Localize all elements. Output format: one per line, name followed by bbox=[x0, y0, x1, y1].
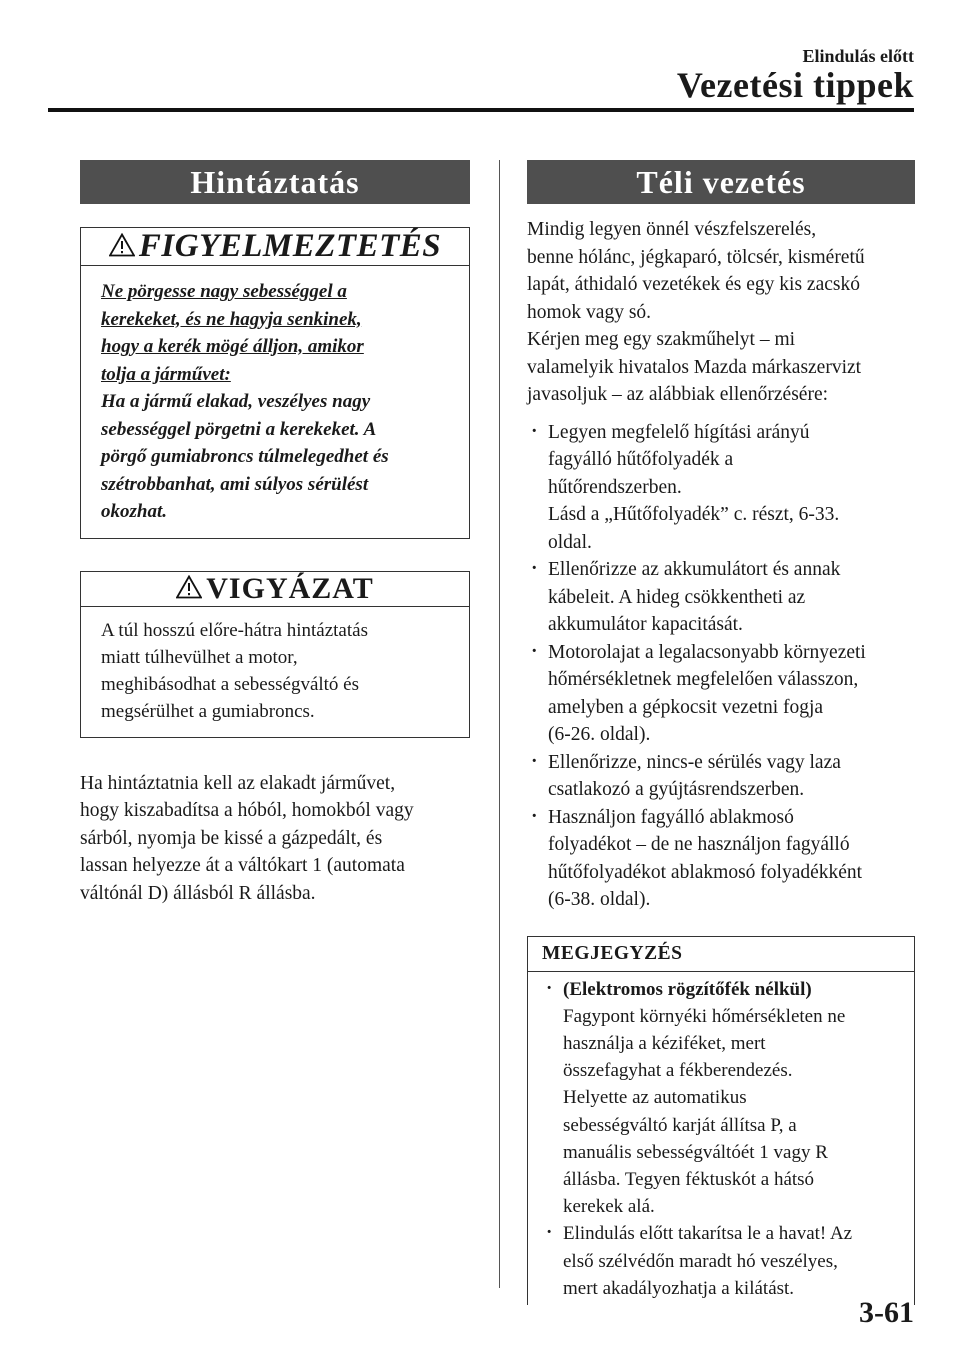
rocking-paragraph bbox=[80, 770, 470, 908]
text-line: hogy kiszabadítsa a hóból, homokból vagy bbox=[80, 800, 414, 821]
text-line: · Ellenőrizze, nincs-e sérülés vagy laza bbox=[548, 751, 841, 773]
warning-line: pörgő gumiabroncs túlmelegedhet és bbox=[101, 446, 389, 467]
section-banner-winter: Téli vezetés bbox=[527, 160, 915, 204]
caution-line: megsérülhet a gumiabroncs. bbox=[101, 700, 315, 722]
caution-title: VIGYÁZAT bbox=[206, 571, 374, 605]
text-line: folyadékot – de ne használjon fagyálló bbox=[548, 834, 850, 855]
text-line: kábeleit. A hideg csökkentheti az bbox=[548, 586, 806, 608]
warning-line: hogy a kerék mögé álljon, amikor bbox=[101, 336, 364, 357]
warning-line: kerekeket, és ne hagyja senkinek, bbox=[101, 308, 362, 330]
list-item bbox=[527, 804, 915, 914]
caution-triangle-icon bbox=[176, 575, 202, 599]
text-line: Mindig legyen önnél vészfelszerelés, bbox=[527, 219, 817, 240]
list-item bbox=[527, 639, 915, 749]
warning-triangle-icon bbox=[109, 233, 135, 257]
text-line: manuális sebességváltóét 1 vagy R bbox=[563, 1141, 828, 1163]
warning-line: szétrobbanhat, ami súlyos sérülést bbox=[101, 473, 369, 495]
section-name: Elindulás előtt bbox=[802, 46, 914, 66]
text-line: csatlakozó a gyújtásrendszerben. bbox=[548, 779, 805, 800]
winter-intro bbox=[527, 216, 915, 409]
caution-line: A túl hosszú előre-hátra hintáztatás bbox=[101, 619, 368, 641]
text-line: összefagyhat a fékberendezés. bbox=[563, 1060, 793, 1082]
text-line: · Elindulás előtt takarítsa le a havat! Az bbox=[563, 1223, 853, 1245]
column-divider bbox=[499, 160, 500, 1288]
warning-line: Ha a jármű elakad, veszélyes nagy bbox=[101, 391, 371, 412]
text-line: állásba. Tegyen féktuskót a hátsó bbox=[563, 1168, 815, 1190]
warning-line: okozhat. bbox=[101, 501, 167, 522]
text-line: hőmérsékletnek megfelelően válasszon, bbox=[548, 669, 859, 690]
note-box bbox=[527, 936, 915, 1305]
note-item-heading: · (Elektromos rögzítőfék nélkül) bbox=[563, 978, 812, 1000]
warning-line: sebességgel pörgetni a kerekeket. A bbox=[101, 418, 377, 440]
text-line: Helyette az automatikus bbox=[563, 1087, 747, 1109]
text-line: lassan helyezze át a váltókart 1 (automata bbox=[80, 855, 405, 876]
text-line: kerekek alá. bbox=[563, 1196, 655, 1218]
text-line: · Legyen megfelelő hígítási arányú bbox=[548, 421, 810, 443]
checklist bbox=[527, 419, 915, 914]
note-item bbox=[542, 976, 902, 1221]
text-line: benne hólánc, jégkaparó, tölcsér, kisméretű bbox=[527, 246, 865, 268]
section-banner-rocking: Hintáztatás bbox=[80, 160, 470, 204]
list-item bbox=[527, 556, 915, 639]
text-line: (6-26. oldal). bbox=[548, 724, 651, 745]
warning-box bbox=[80, 227, 470, 539]
list-item bbox=[527, 419, 915, 557]
text-line: sebességváltó karját állítsa P, a bbox=[563, 1114, 797, 1136]
text-line: váltónál D) állásból R állásba. bbox=[80, 882, 316, 904]
warning-title: FIGYELMEZTETÉS bbox=[138, 228, 442, 264]
text-line: mert akadályozhatja a kilátást. bbox=[563, 1277, 795, 1299]
text-line: használja a kéziféket, mert bbox=[563, 1032, 766, 1054]
text-line: sárból, nyomja be kissé a gázpedált, és bbox=[80, 827, 383, 849]
text-line: Ha hintáztatnia kell az elakadt járművet, bbox=[80, 772, 396, 794]
warning-line: tolja a járművet: bbox=[101, 363, 231, 385]
header-rule bbox=[48, 108, 914, 112]
note-body bbox=[528, 972, 914, 1302]
note-item bbox=[542, 1220, 902, 1302]
note-list bbox=[542, 976, 902, 1302]
warning-header bbox=[81, 228, 469, 266]
text-line: lapát, áthidaló vezetékek és egy kis zacskó bbox=[527, 274, 860, 295]
right-column bbox=[527, 160, 915, 1305]
text-line: (6-38. oldal). bbox=[548, 889, 651, 910]
text-line: amelyben a gépkocsit vezetni fogja bbox=[548, 696, 824, 718]
text-line: hűtőfolyadékot ablakmosó folyadékként bbox=[548, 861, 863, 883]
text-line: javasoljuk – az alábbiak ellenőrzésére: bbox=[527, 384, 829, 405]
caution-box bbox=[80, 571, 470, 738]
caution-line: meghibásodhat a sebességváltó és bbox=[101, 673, 360, 695]
text-line: Fagypont környéki hőmérsékleten ne bbox=[563, 1005, 846, 1027]
text-line: homok vagy só. bbox=[527, 301, 652, 323]
left-column bbox=[80, 160, 470, 907]
page-number: 3-61 bbox=[859, 1296, 914, 1329]
warning-line: Ne pörgesse nagy sebességgel a bbox=[101, 281, 347, 302]
list-item bbox=[527, 749, 915, 804]
text-line: valamelyik hivatalos Mazda márkaszervizt bbox=[527, 356, 862, 378]
text-line: hűtőrendszerben. bbox=[548, 476, 682, 498]
text-line: · Ellenőrizze az akkumulátort és annak bbox=[548, 559, 841, 580]
note-title: MEGJEGYZÉS bbox=[528, 937, 914, 972]
text-line: oldal. bbox=[548, 531, 592, 553]
text-line: első szélvédőn maradt hó veszélyes, bbox=[563, 1250, 838, 1272]
caution-header bbox=[81, 572, 469, 607]
caution-line: miatt túlhevülhet a motor, bbox=[101, 646, 298, 668]
caution-body bbox=[81, 607, 469, 737]
warning-body bbox=[81, 266, 469, 538]
text-line: Kérjen meg egy szakműhelyt – mi bbox=[527, 329, 796, 350]
text-line: · Használjon fagyálló ablakmosó bbox=[548, 806, 794, 828]
text-line: akkumulátor kapacitását. bbox=[548, 614, 743, 635]
text-line: Lásd a „Hűtőfolyadék” c. részt, 6-33. bbox=[548, 504, 840, 525]
chapter-title: Vezetési tippek bbox=[676, 65, 914, 105]
text-line: · Motorolajat a legalacsonyabb környezeti bbox=[548, 641, 866, 663]
text-line: fagyálló hűtőfolyadék a bbox=[548, 449, 734, 470]
